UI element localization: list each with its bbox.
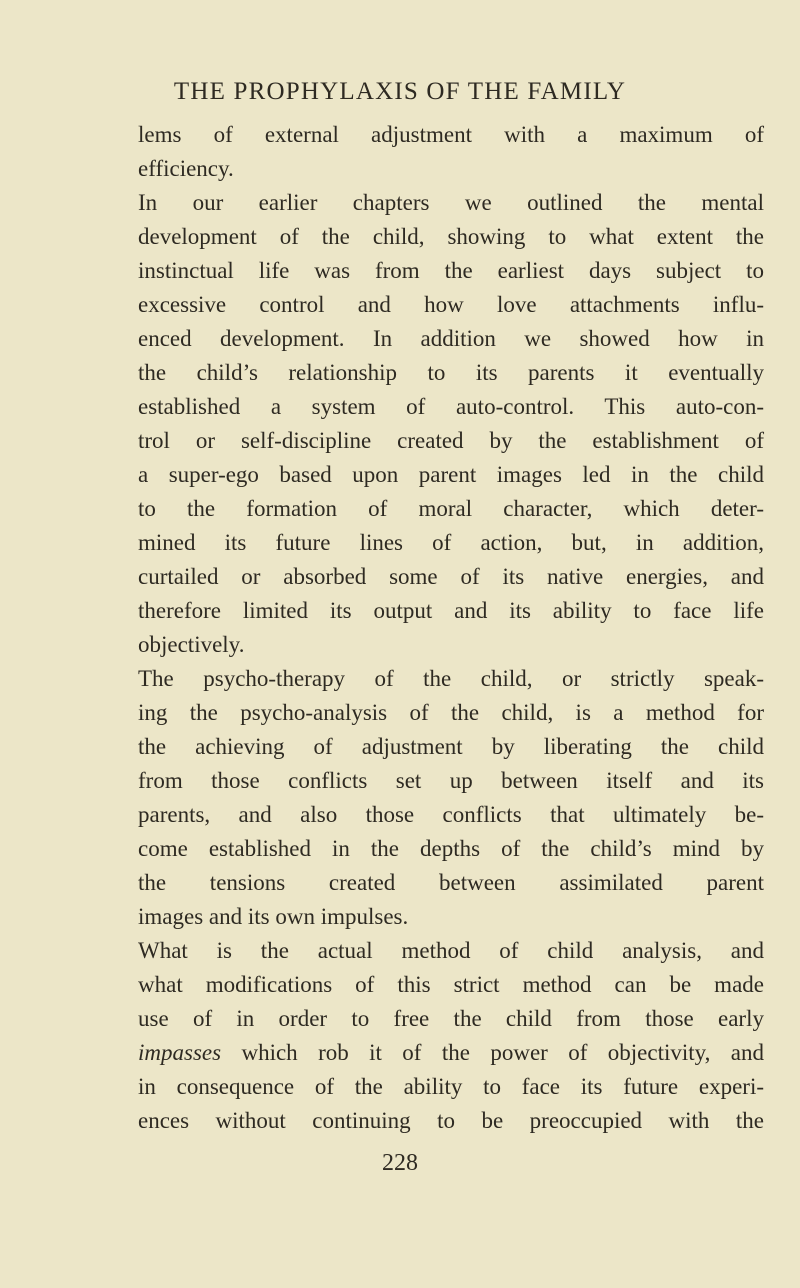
text-line: to the formation of moral character, which deter-	[138, 496, 764, 521]
body-text	[138, 118, 764, 1138]
running-header: THE PROPHYLAXIS OF THE FAMILY	[173, 78, 627, 105]
text-line: from those conflicts set up between itself and its	[138, 768, 764, 793]
text-line: images and its own impulses.	[138, 904, 409, 929]
text-line: the child’s relationship to its parents it eventually	[138, 360, 764, 385]
text-line: the achieving of adjustment by liberating the child	[138, 734, 764, 759]
text-line: instinctual life was from the earliest days subject to	[138, 258, 764, 283]
text-line: efficiency.	[138, 156, 234, 181]
text-line: ences without continuing to be preoccupied with the	[138, 1108, 764, 1133]
text-line: established a system of auto-control. This auto-con-	[138, 394, 764, 419]
text-line: curtailed or absorbed some of its native energies, and	[138, 564, 764, 589]
text-line: enced development. In addition we showed how in	[138, 326, 764, 351]
text-line: The psycho-therapy of the child, or strictly speak-	[138, 666, 764, 691]
text-line: parents, and also those conflicts that ultimately be-	[138, 802, 764, 827]
text-line: a super-ego based upon parent images led in the child	[138, 462, 764, 487]
text-line: ing the psycho-analysis of the child, is a method for	[138, 700, 764, 725]
text-line: excessive control and how love attachments influ-	[138, 292, 764, 317]
text-line: objectively.	[138, 632, 245, 657]
text-line: development of the child, showing to what extent the	[138, 224, 764, 249]
text-line: in consequence of the ability to face its future experi-	[138, 1074, 764, 1099]
text-line: the tensions created between assimilated parent	[138, 870, 764, 895]
text-line: come established in the depths of the child’s mind by	[138, 836, 764, 861]
text-line-with-italic	[138, 1036, 764, 1070]
text-line: In our earlier chapters we outlined the mental	[138, 190, 764, 215]
text-line: What is the actual method of child analysis, and	[138, 938, 764, 963]
text-line: use of in order to free the child from those early	[138, 1006, 764, 1031]
italic-word: impasses	[138, 1040, 222, 1065]
text-line: therefore limited its output and its ability to face life	[138, 598, 764, 623]
text-line: mined its future lines of action, but, in addition,	[138, 530, 764, 555]
page-number: 228	[382, 1150, 418, 1176]
text-line-remainder: which rob it of the power of objectivity, and	[241, 1040, 765, 1065]
text-line: trol or self-discipline created by the establishment of	[138, 428, 764, 453]
text-line: what modifications of this strict method can be made	[138, 972, 764, 997]
text-line: lems of external adjustment with a maximum of	[138, 122, 764, 147]
